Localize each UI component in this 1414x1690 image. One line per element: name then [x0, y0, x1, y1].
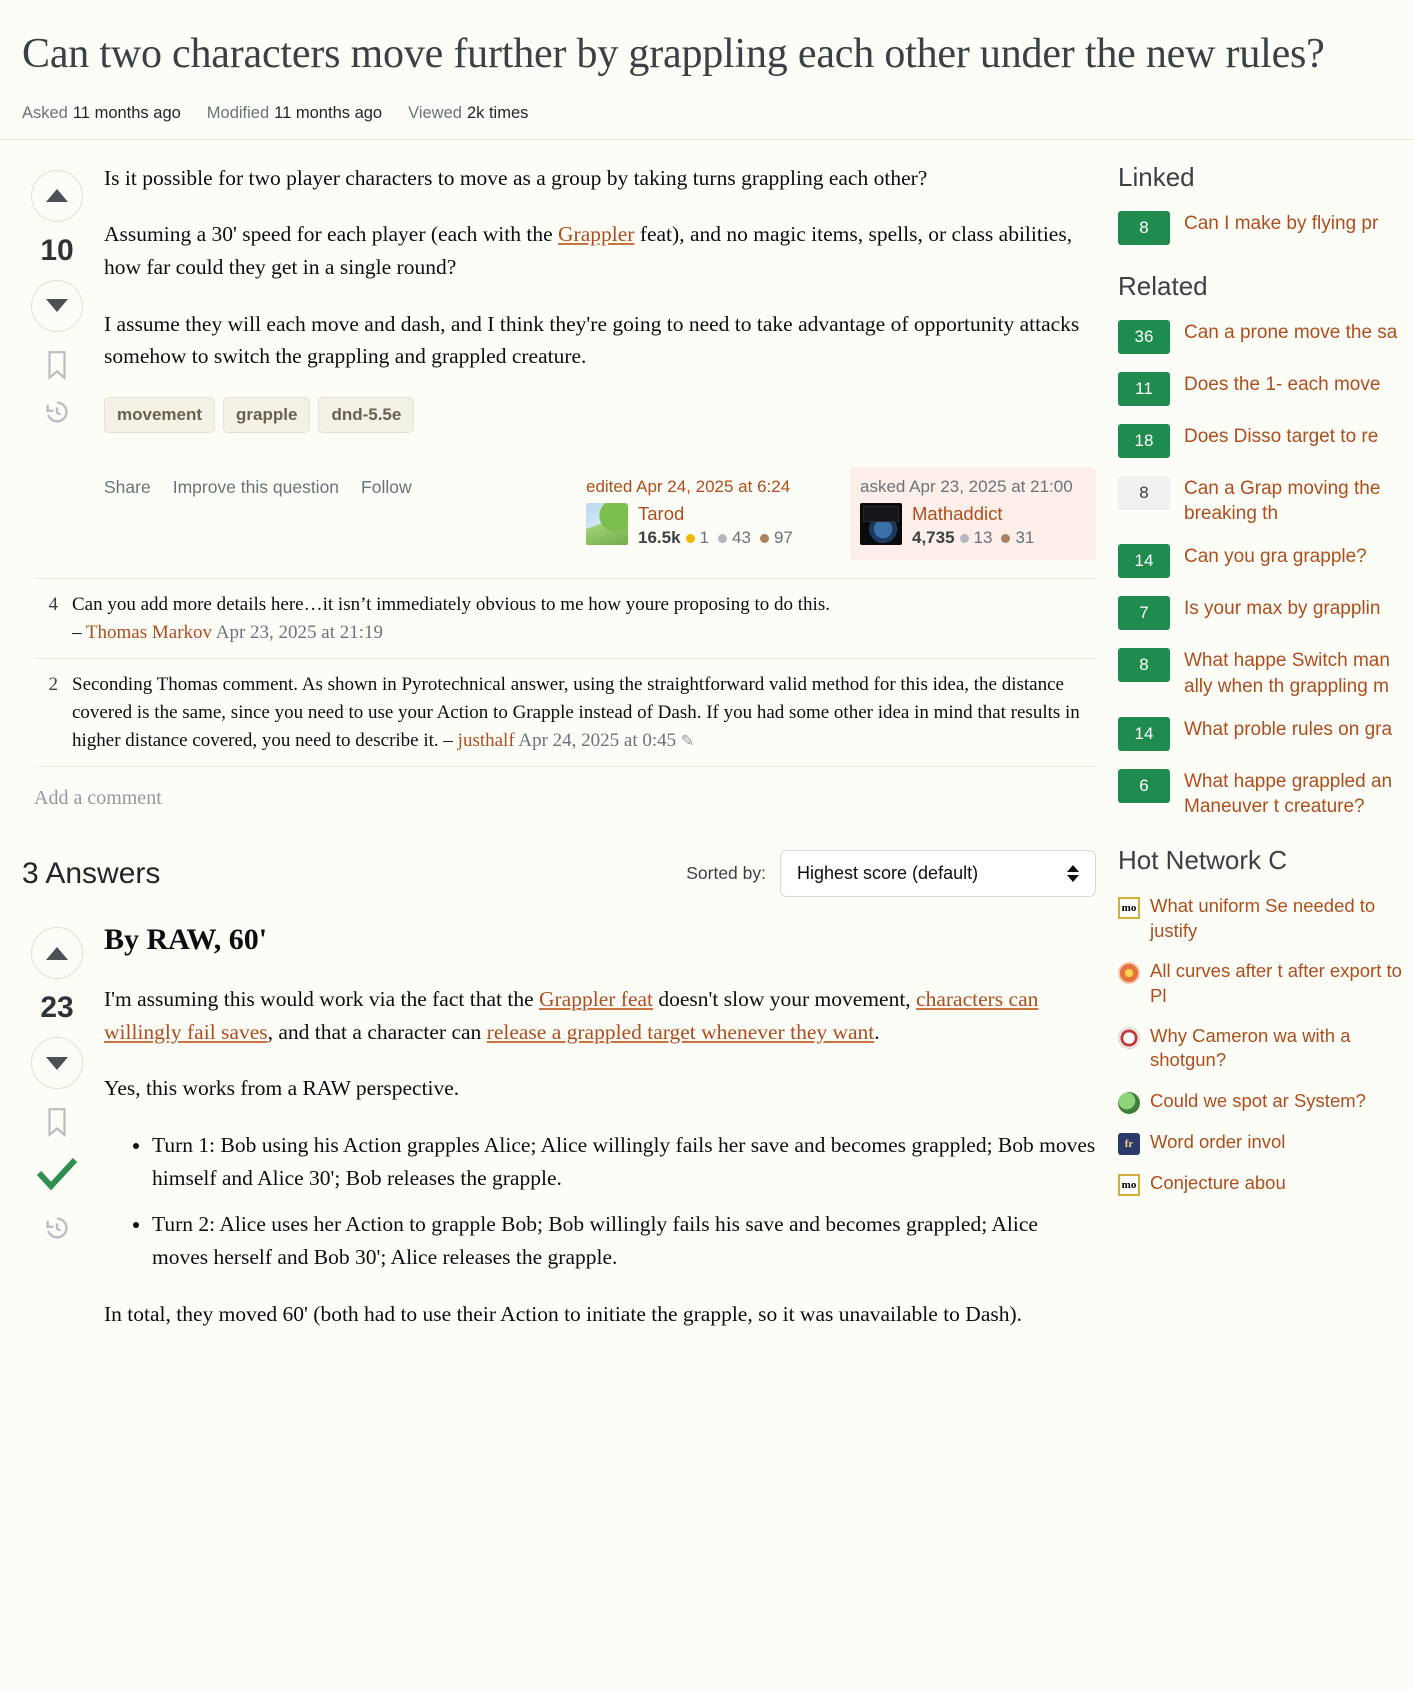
- list-item[interactable]: [1118, 959, 1414, 1008]
- list-item[interactable]: [1118, 372, 1414, 406]
- gold-badge-icon: [686, 534, 695, 543]
- viewed-stat: [408, 104, 528, 123]
- asker-name[interactable]: Mathaddict: [912, 503, 1003, 525]
- answers-count: 3 Answers: [22, 856, 161, 890]
- editor-gold-count: 1: [699, 528, 710, 548]
- linked-score: 8: [1118, 211, 1170, 245]
- sort-select-value: Highest score (default): [797, 863, 979, 884]
- question-header: [0, 0, 1414, 140]
- arrow-up-icon: [46, 189, 68, 202]
- comment-date: Apr 23, 2025 at 21:19: [215, 621, 384, 643]
- related-title[interactable]: Does Disso target to re: [1184, 425, 1379, 447]
- comment-score: 2: [48, 674, 58, 696]
- comment-text-wrap: [72, 591, 1096, 646]
- comment-item: [34, 659, 1096, 767]
- answer-p1-b: doesn't slow your movement,: [653, 987, 917, 1012]
- related-score: 6: [1118, 769, 1170, 803]
- edited-timestamp[interactable]: edited Apr 24, 2025 at 6:24: [586, 477, 791, 497]
- list-item[interactable]: [1118, 1130, 1414, 1155]
- question-upvote-button[interactable]: [31, 170, 83, 222]
- answer-paragraph-3: In total, they moved 60' (both had to use their Action to initiate the grapple, so it was unavailable to Dash).: [104, 1302, 1023, 1327]
- related-title[interactable]: What happe Switch man ally when th grappling m: [1184, 650, 1390, 697]
- answers-header: [0, 824, 1118, 897]
- modified-stat: [207, 104, 382, 123]
- answer-upvote-button[interactable]: [31, 927, 83, 979]
- mathoverflow-icon: mo: [1118, 897, 1140, 919]
- list-item[interactable]: [1118, 717, 1414, 751]
- question-paragraph-2: [104, 218, 1096, 283]
- answer-p1-a: I'm assuming this would work via the fact that the: [104, 987, 539, 1012]
- answer-p1-c: , and that a character can: [267, 1019, 487, 1044]
- tag-movement[interactable]: movement: [104, 397, 215, 433]
- comment-item: [34, 579, 1096, 659]
- related-score: 7: [1118, 596, 1170, 630]
- modified-value: 11 months ago: [274, 103, 383, 122]
- follow-button[interactable]: Follow: [361, 477, 412, 498]
- page-title: Can two characters move further by grappling each other under the new rules?: [22, 31, 1325, 77]
- editor-name[interactable]: Tarod: [638, 503, 685, 525]
- linked-title[interactable]: Can I make by flying pr: [1184, 212, 1379, 234]
- sorted-by-label: Sorted by:: [686, 863, 766, 884]
- list-item: • Turn 2: Alice uses her Action to grapple Bob; Bob willingly fails his save and becomes grappled; Alice moves herself and Bob 30'; Alice releases the grapple.: [152, 1208, 1096, 1275]
- comment-text: Seconding Thomas comment. As shown in Pyrotechnical answer, using the straightforward valid method for this idea, the distance covered is the same, since you need to use your Action to Grapple instead of Dash. If you had some other idea in mind that results in higher distance covered, you need to describe it.: [72, 674, 1080, 751]
- related-score: 14: [1118, 717, 1170, 751]
- comment-dash: –: [443, 729, 453, 751]
- silver-badge-icon: [960, 534, 969, 543]
- list-item[interactable]: [1118, 1024, 1414, 1073]
- editor-card: [576, 467, 822, 560]
- hot-question-title[interactable]: All curves after t after export to Pl: [1150, 960, 1402, 1006]
- related-score: 11: [1118, 372, 1170, 406]
- bookmark-icon[interactable]: [44, 1107, 70, 1137]
- related-score: 18: [1118, 424, 1170, 458]
- asker-row: [860, 503, 1086, 548]
- answer-downvote-button[interactable]: [31, 1037, 83, 1089]
- comment-date: Apr 24, 2025 at 0:45: [518, 729, 677, 751]
- question-footer: [104, 467, 1096, 560]
- comment-dash: –: [72, 621, 82, 643]
- movies-icon: [1118, 1027, 1140, 1049]
- answer-score: 23: [40, 991, 74, 1025]
- related-title[interactable]: Can you gra grapple?: [1184, 546, 1367, 568]
- sort-select[interactable]: [780, 850, 1096, 897]
- question-stats: [22, 104, 1392, 123]
- viewed-label: Viewed: [408, 103, 462, 122]
- avatar[interactable]: [586, 503, 628, 545]
- list-item[interactable]: [1118, 320, 1414, 354]
- editor-bronze-count: 97: [773, 528, 793, 548]
- related-score: 14: [1118, 544, 1170, 578]
- viewed-value: 2k times: [466, 103, 529, 122]
- french-icon: fr: [1118, 1133, 1140, 1155]
- asker-silver-count: 13: [973, 528, 993, 548]
- related-score: 8: [1118, 648, 1170, 682]
- question-tags: [104, 397, 1096, 433]
- silver-badge-icon: [718, 534, 727, 543]
- improve-question-button[interactable]: Improve this question: [172, 477, 340, 498]
- tag-dnd-5-5e[interactable]: dnd-5.5e: [318, 397, 414, 433]
- arrow-down-icon: [46, 299, 68, 312]
- linked-section: [1118, 162, 1414, 245]
- question-actions: [104, 467, 412, 498]
- arrow-up-icon: [46, 947, 68, 960]
- asked-value: 11 months ago: [72, 103, 181, 122]
- hot-network-heading: Hot Network C: [1118, 845, 1288, 876]
- accepted-answer-icon[interactable]: [36, 1157, 78, 1196]
- list-item[interactable]: [1118, 1171, 1414, 1196]
- related-title[interactable]: Does the 1- each move: [1184, 373, 1381, 395]
- answer-p1-d: .: [874, 1019, 880, 1044]
- answer-title: By RAW, 60': [104, 923, 268, 957]
- asker-rep-value: 4,735: [912, 528, 955, 548]
- comment-author-link[interactable]: justhalf: [457, 729, 515, 751]
- answer-paragraph-1: [104, 983, 1096, 1048]
- willingly-fail-saves-link[interactable]: characters can willingly fail saves: [104, 987, 1039, 1044]
- related-title[interactable]: Can a Grap moving the breaking th: [1184, 477, 1381, 525]
- answer-vote-column: [22, 919, 92, 1355]
- answer-post: [0, 897, 1118, 1355]
- arrow-down-icon: [46, 1057, 68, 1070]
- grappler-feat-link[interactable]: Grappler: [558, 222, 635, 247]
- question-p2-text-a: Assuming a 30' speed for each player (each with the: [104, 222, 559, 247]
- comment-text-wrap: [72, 671, 1096, 754]
- comment-score: 4: [48, 594, 58, 616]
- bookmark-icon[interactable]: [44, 350, 70, 380]
- linked-heading: Linked: [1118, 161, 1195, 192]
- bronze-badge-icon: [760, 534, 769, 543]
- grappler-feat-link[interactable]: Grappler feat: [539, 987, 653, 1012]
- editor-rep-value: 16.5k: [638, 528, 681, 548]
- asked-timestamp[interactable]: asked Apr 23, 2025 at 21:00: [860, 477, 1073, 497]
- hot-question-title[interactable]: Word order invol: [1150, 1130, 1286, 1152]
- sidebar: [1118, 140, 1414, 1222]
- question-post: [0, 140, 1118, 579]
- list-item: • Turn 1: Bob using his Action grapples Alice; Alice willingly fails her save and becomes grappled; Bob moves himself and Alice 30'; Bob releases the grapple.: [152, 1129, 1096, 1196]
- related-section: [1118, 271, 1414, 820]
- history-icon[interactable]: [43, 1214, 71, 1242]
- hot-question-title[interactable]: What uniform Se needed to justify: [1150, 895, 1376, 941]
- list-item[interactable]: [1118, 769, 1414, 820]
- release-grappled-target-link[interactable]: release a grappled target whenever they want: [486, 1019, 875, 1044]
- chevron-updown-icon: [1067, 865, 1079, 882]
- editor-silver-count: 43: [732, 528, 751, 548]
- question-p2-text-b: feat), and no magic items, spells, or class abilities, how far could they get in a single round?: [104, 222, 1073, 280]
- asker-bronze-count: 31: [1015, 528, 1035, 548]
- tex-icon: [1118, 962, 1140, 984]
- answers-sort: [686, 850, 1096, 897]
- list-item[interactable]: [1118, 894, 1414, 943]
- question-score: 10: [40, 233, 74, 267]
- history-icon[interactable]: [43, 398, 71, 426]
- related-title[interactable]: Can a prone move the sa: [1184, 321, 1398, 343]
- comment-text: Can you add more details here…it isn’t immediately obvious to me how youre proposing to do this.: [72, 594, 830, 616]
- answer-bullet-list: [104, 1129, 1096, 1274]
- question-comments: [34, 578, 1096, 824]
- list-item[interactable]: [1118, 211, 1414, 245]
- hot-question-title[interactable]: Could we spot ar System?: [1150, 1089, 1366, 1111]
- related-title[interactable]: What proble rules on gra: [1184, 718, 1393, 740]
- list-item[interactable]: [1118, 476, 1414, 527]
- list-item[interactable]: [1118, 1089, 1414, 1114]
- related-score: 8: [1118, 476, 1170, 510]
- asker-card: [850, 467, 1096, 560]
- hot-question-title[interactable]: Why Cameron wa with a shotgun?: [1150, 1024, 1351, 1071]
- edit-pencil-icon[interactable]: ✎: [680, 732, 695, 750]
- tag-grapple[interactable]: grapple: [223, 397, 310, 433]
- related-heading: Related: [1118, 270, 1208, 301]
- related-title[interactable]: What happe grappled an Maneuver t creature?: [1184, 770, 1393, 818]
- editor-row: [586, 503, 812, 548]
- answer-paragraph-2: Yes, this works from a RAW perspective.: [104, 1076, 460, 1101]
- hot-question-title[interactable]: Conjecture abou: [1150, 1171, 1286, 1193]
- list-item[interactable]: [1118, 424, 1414, 458]
- question-paragraph-3: I assume they will each move and dash, and I think they're going to need to take advantage of opportunity attacks somehow to switch the grappling and grappled creature.: [104, 311, 1080, 369]
- list-item[interactable]: [1118, 596, 1414, 630]
- related-score: 36: [1118, 320, 1170, 354]
- asked-stat: [22, 104, 181, 123]
- asker-reputation: [912, 528, 1038, 548]
- mathoverflow-icon: mo: [1118, 1174, 1140, 1196]
- related-title[interactable]: Is your max by grapplin: [1184, 598, 1381, 620]
- list-item[interactable]: [1118, 544, 1414, 578]
- hot-network-section: [1118, 845, 1414, 1195]
- user-cards: [576, 467, 1096, 560]
- bronze-badge-icon: [1001, 534, 1010, 543]
- question-vote-column: [22, 162, 92, 579]
- main-column: [0, 140, 1118, 1355]
- asked-label: Asked: [22, 103, 68, 122]
- question-paragraph-1: Is it possible for two player characters to move as a group by taking turns grappling each other?: [104, 165, 928, 190]
- page-body: [0, 140, 1414, 1355]
- avatar[interactable]: [860, 503, 902, 545]
- question-downvote-button[interactable]: [31, 280, 83, 332]
- answer-body: [92, 919, 1096, 1355]
- modified-label: Modified: [206, 103, 270, 122]
- add-comment-button[interactable]: Add a comment: [34, 787, 162, 810]
- comment-author-link[interactable]: Thomas Markov: [85, 621, 213, 643]
- list-item[interactable]: [1118, 648, 1414, 699]
- space-icon: [1118, 1092, 1140, 1114]
- share-button[interactable]: Share: [104, 477, 151, 498]
- editor-reputation: [638, 528, 797, 548]
- question-body: [92, 162, 1096, 579]
